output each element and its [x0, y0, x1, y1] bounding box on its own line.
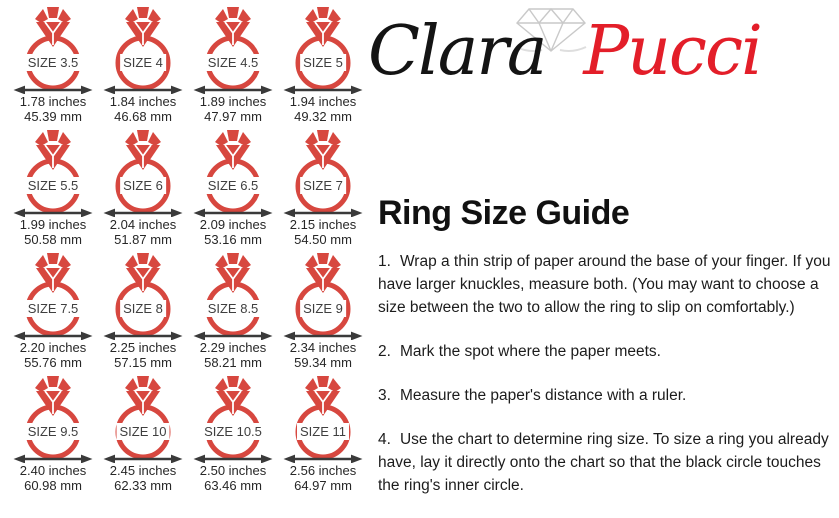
ring-size-cell-size-6	[98, 129, 188, 252]
ring-diameter-mm: 50.58 mm	[24, 231, 82, 247]
ring-size-cell-size-7	[278, 129, 368, 252]
ring-diameter-inches: 2.09 inches	[199, 217, 267, 232]
ring-diameter-mm: 60.98 mm	[24, 477, 82, 493]
ring-size-cell-size-11	[278, 375, 368, 498]
ring-size-cell-size-10	[98, 375, 188, 498]
ring-icon	[98, 375, 188, 463]
ring-diameter-mm: 51.87 mm	[114, 231, 172, 247]
ring-diameter-inches: 2.34 inches	[289, 340, 357, 355]
ring-size-cell-size-10.5	[188, 375, 278, 498]
ring-size-cell-size-5.5	[8, 129, 98, 252]
ring-diameter-inches: 1.84 inches	[109, 94, 177, 109]
ring-diameter-mm: 59.34 mm	[294, 354, 352, 370]
ring-icon	[98, 129, 188, 217]
ring-diameter-inches: 2.45 inches	[109, 463, 177, 478]
ring-diameter-mm: 63.46 mm	[204, 477, 262, 493]
ring-size-label: SIZE 6.5	[205, 177, 262, 194]
step-number: 1.	[378, 253, 391, 270]
ring-diameter-inches: 1.89 inches	[199, 94, 267, 109]
ring-size-cell-size-6.5	[188, 129, 278, 252]
ring-diameter-inches: 2.56 inches	[289, 463, 357, 478]
instruction-step-3	[378, 384, 834, 407]
ring-size-label: SIZE 9	[300, 300, 346, 317]
ring-size-cell-size-8	[98, 252, 188, 375]
ring-size-label: SIZE 9.5	[25, 423, 82, 440]
ring-size-label: SIZE 6	[120, 177, 166, 194]
step-number: 2.	[378, 343, 391, 360]
page-title: Ring Size Guide	[378, 194, 630, 232]
ring-diameter-mm: 58.21 mm	[204, 354, 262, 370]
ring-diameter-mm: 46.68 mm	[114, 108, 172, 124]
ring-diameter-mm: 57.15 mm	[114, 354, 172, 370]
step-text: Mark the spot where the paper meets.	[399, 343, 661, 360]
ring-size-label: SIZE 4	[120, 54, 166, 71]
brand-name-pucci: Pucci	[583, 12, 761, 91]
ring-icon	[278, 375, 368, 463]
ring-icon	[8, 252, 98, 340]
step-number: 4.	[378, 431, 391, 448]
ring-size-label: SIZE 7.5	[25, 300, 82, 317]
ring-size-label: SIZE 4.5	[205, 54, 262, 71]
brand-name	[368, 12, 761, 91]
instruction-step-4	[378, 428, 834, 497]
ring-icon	[8, 129, 98, 217]
ring-size-cell-size-7.5	[8, 252, 98, 375]
brand-logo	[0, 0, 839, 115]
ring-diameter-inches: 1.99 inches	[19, 217, 87, 232]
ring-diameter-mm: 47.97 mm	[204, 108, 262, 124]
ring-diameter-mm: 62.33 mm	[114, 477, 172, 493]
ring-size-label: SIZE 10	[117, 423, 170, 440]
ring-size-label: SIZE 3.5	[25, 54, 82, 71]
ring-size-cell-size-9	[278, 252, 368, 375]
ring-icon	[278, 129, 368, 217]
ring-icon	[188, 252, 278, 340]
ring-diameter-inches: 2.40 inches	[19, 463, 87, 478]
ring-diameter-inches: 1.94 inches	[289, 94, 357, 109]
ring-diameter-mm: 49.32 mm	[294, 108, 352, 124]
ring-diameter-inches: 2.25 inches	[109, 340, 177, 355]
ring-icon	[188, 129, 278, 217]
ring-diameter-mm: 54.50 mm	[294, 231, 352, 247]
step-text: Measure the paper's distance with a ruler.	[399, 387, 687, 404]
ring-size-label: SIZE 8	[120, 300, 166, 317]
step-number: 3.	[378, 387, 391, 404]
instruction-step-2	[378, 340, 834, 363]
ring-size-cell-size-9.5	[8, 375, 98, 498]
ring-icon	[278, 252, 368, 340]
ring-diameter-inches: 2.15 inches	[289, 217, 357, 232]
ring-icon	[98, 252, 188, 340]
ring-diameter-mm: 45.39 mm	[24, 108, 82, 124]
ring-size-label: SIZE 10.5	[201, 423, 265, 440]
ring-size-label: SIZE 5	[300, 54, 346, 71]
ring-size-label: SIZE 8.5	[205, 300, 262, 317]
ring-diameter-mm: 64.97 mm	[294, 477, 352, 493]
ring-icon	[8, 375, 98, 463]
ring-diameter-inches: 2.04 inches	[109, 217, 177, 232]
ring-diameter-mm: 55.76 mm	[24, 354, 82, 370]
ring-diameter-inches: 2.29 inches	[199, 340, 267, 355]
ring-diameter-inches: 2.50 inches	[199, 463, 267, 478]
step-text: Wrap a thin strip of paper around the base of your finger. If you have larger knuckles, measure both. (You may want to choose a size between the two to allow the ring to slip on comfortably.)	[378, 253, 831, 316]
ring-diameter-mm: 53.16 mm	[204, 231, 262, 247]
instruction-step-1	[378, 250, 834, 319]
ring-diameter-inches: 2.20 inches	[19, 340, 87, 355]
ring-size-label: SIZE 7	[300, 177, 346, 194]
step-text: Use the chart to determine ring size. To size a ring you already have, lay it directly onto the chart so that the black circle touches the ring's inner circle.	[378, 431, 829, 494]
ring-size-cell-size-8.5	[188, 252, 278, 375]
brand-name-clara: Clara	[368, 12, 546, 91]
ring-size-label: SIZE 11	[297, 423, 349, 440]
instructions-list	[378, 250, 834, 518]
ring-icon	[188, 375, 278, 463]
ring-size-label: SIZE 5.5	[25, 177, 82, 194]
ring-diameter-inches: 1.78 inches	[19, 94, 87, 109]
